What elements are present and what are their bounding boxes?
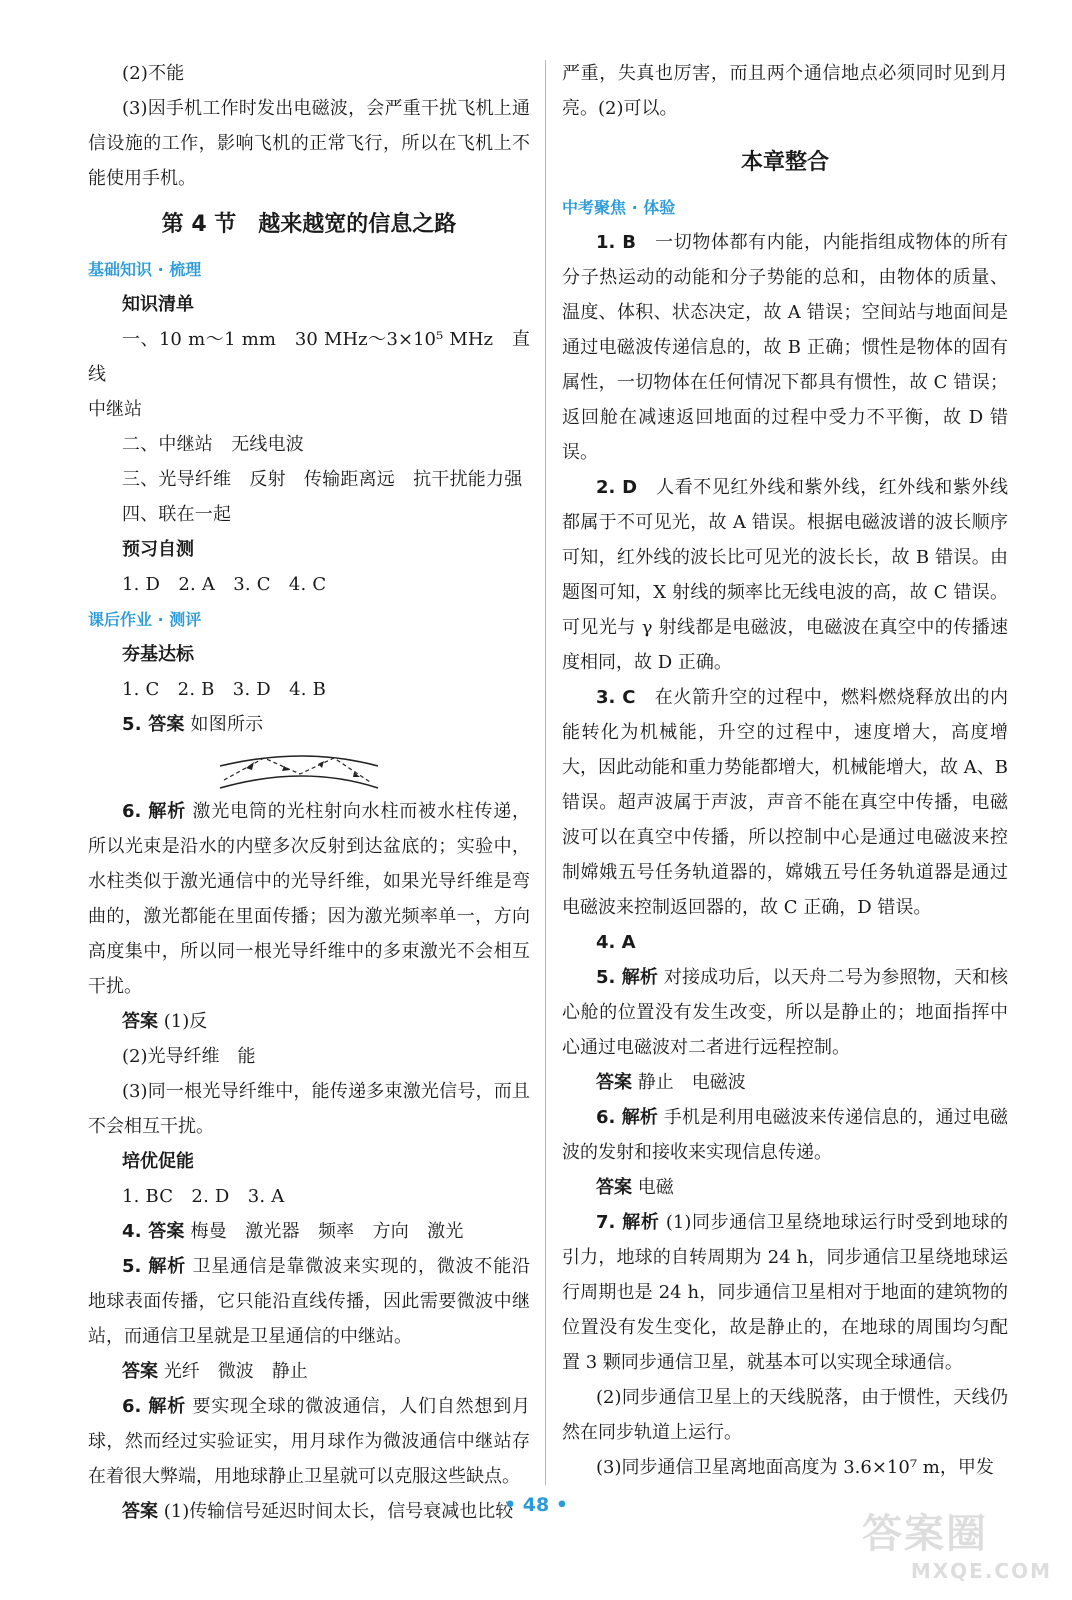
paragraph: 答案 电磁 bbox=[596, 1177, 674, 1198]
paragraph: 严重，失真也厉害，而且两个通信地点必须同时见到月亮。(2)可以。 bbox=[562, 63, 1008, 119]
answer-label: 6. 解析 bbox=[122, 801, 187, 822]
paragraph: 一、10 m～1 mm 30 MHz～3×10⁵ MHz 直线 bbox=[88, 329, 530, 385]
answer-label: 6. 解析 bbox=[596, 1107, 658, 1128]
fiber-upper-wall bbox=[220, 756, 378, 766]
answer-line: 5. 答案 如图所示 bbox=[122, 714, 264, 735]
subheading-knowledge-list: 知识清单 bbox=[122, 294, 194, 315]
paragraph: 答案 光纤 微波 静止 bbox=[122, 1361, 308, 1382]
answer-line: 4. 答案 梅曼 激光器 频率 方向 激光 bbox=[122, 1221, 464, 1242]
light-ray-path bbox=[224, 758, 370, 782]
paragraph: 答案 (1)传输信号延迟时间太长，信号衰减也比较 bbox=[122, 1501, 514, 1522]
watermark-text: 答案圈 bbox=[862, 1511, 988, 1557]
section-tag-exam-focus: 中考聚焦 · 体验 bbox=[562, 198, 676, 217]
subheading-advanced: 培优促能 bbox=[122, 1151, 194, 1172]
arrow-icon bbox=[318, 761, 324, 768]
answer-label: 2. D bbox=[596, 477, 638, 498]
answer-label: 答案 bbox=[596, 1072, 632, 1093]
left-column bbox=[88, 56, 530, 1529]
paragraph: 3. C 在火箭升空的过程中，燃料燃烧释放出的内能转化为机械能，升空的过程中，速度增大，高度增大，因此动能和重力势能都增大，机械能增大，故 A、B 错误。超声波属于声波，声音不能在真空中传播，电磁波可以在真空中传播，所以控制中心是通过电磁波来控制嫦娥五号任务轨道器的，嫦娥五号任务轨道器是通过电磁波来控制返回器的，故 C 正确，D 错误。 bbox=[562, 687, 1008, 918]
fiber-lower-wall bbox=[220, 776, 378, 788]
paragraph: 答案 静止 电磁波 bbox=[596, 1072, 746, 1093]
text-line: 二、中继站 无线电波 bbox=[122, 434, 304, 455]
answer-label: 6. 解析 bbox=[122, 1396, 187, 1417]
paragraph: (2)光导纤维 能 bbox=[122, 1046, 256, 1067]
answer-label: 答案 bbox=[596, 1177, 632, 1198]
answer-label: 5. 解析 bbox=[122, 1256, 187, 1277]
page-number: • 48 • bbox=[504, 1494, 568, 1516]
paragraph: 6. 解析 手机是利用电磁波来传递信息的，通过电磁波的发射和接收来实现信息传递。 bbox=[562, 1107, 1008, 1163]
paragraph: 1. B 一切物体都有内能，内能指组成物体的所有分子热运动的动能和分子势能的总和，由物体的质量、温度、体积、状态决定，故 A 错误；空间站与地面间是通过电磁波传递信息的，故 B 正确；惯性是物体的固有属性，一切物体在任何情况下都具有惯性，故 C 错误；返回舱在减速返回地面的过程中受力不平衡，故 D 错误。 bbox=[562, 232, 1008, 463]
watermark-url: MXQE.COM bbox=[910, 1559, 1052, 1583]
right-column bbox=[562, 56, 1008, 1485]
answer-label: 4. A bbox=[596, 932, 636, 953]
text-line: 四、联在一起 bbox=[122, 504, 232, 525]
optical-fiber-diagram bbox=[214, 744, 386, 792]
answer-label: 7. 解析 bbox=[596, 1212, 660, 1233]
paragraph: (3)因手机工作时发出电磁波，会严重干扰飞机上通信设施的工作，影响飞机的正常飞行，所以在飞机上不能使用手机。 bbox=[88, 98, 530, 189]
paragraph: 中继站 bbox=[88, 399, 142, 420]
paragraph: (3)同步通信卫星离地面高度为 3.6×10⁷ m，甲发 bbox=[596, 1457, 994, 1478]
paragraph: (2)同步通信卫星上的天线脱落，由于惯性，天线仍然在同步轨道上运行。 bbox=[562, 1387, 1008, 1443]
paragraph: 5. 解析 卫星通信是靠微波来实现的，微波不能沿地球表面传播，它只能沿直线传播，因此需要微波中继站，而通信卫星就是卫星通信的中继站。 bbox=[88, 1256, 530, 1347]
answer-line: 1. C 2. B 3. D 4. B bbox=[122, 679, 327, 700]
arrow-icon bbox=[246, 762, 254, 770]
text-line: 三、光导纤维 反射 传输距离远 抗干扰能力强 bbox=[122, 469, 523, 490]
chapter-summary-title: 本章整合 bbox=[740, 150, 829, 175]
answer-line: 1. BC 2. D 3. A bbox=[122, 1186, 285, 1207]
section-title: 第 4 节 越来越宽的信息之路 bbox=[161, 212, 457, 237]
answer-label: 5. 解析 bbox=[596, 967, 658, 988]
watermark-logo bbox=[862, 1502, 1052, 1588]
paragraph: 2. D 人看不见红外线和紫外线，红外线和紫外线都属于不可见光，故 A 错误。根据电磁波谱的波长顺序可知，红外线的波长比可见光的波长长，故 B 错误。由题图可知，X 射线的频率比无线电波的高，故 C 错误。可见光与 γ 射线都是电磁波，电磁波在真空中的传播速度相同，故 D 正确。 bbox=[562, 477, 1009, 673]
paragraph bbox=[562, 925, 1008, 960]
answer-label: 答案 bbox=[122, 1501, 158, 1522]
paragraph: 答案 (1)反 bbox=[122, 1011, 208, 1032]
paragraph: (3)同一根光导纤维中，能传递多束激光信号，而且不会相互干扰。 bbox=[88, 1081, 530, 1137]
paragraph: 5. 解析 对接成功后，以天舟二号为参照物，天和核心舱的位置没有发生改变，所以是静止的；地面指挥中心通过电磁波对二者进行远程控制。 bbox=[562, 967, 1008, 1058]
text-line: (2)不能 bbox=[122, 63, 185, 84]
answer-label: 答案 bbox=[122, 1011, 158, 1032]
subheading-preview-test: 预习自测 bbox=[122, 539, 194, 560]
answer-label: 4. 答案 bbox=[122, 1221, 185, 1242]
answer-label: 答案 bbox=[122, 1361, 158, 1382]
paragraph: 6. 解析 激光电筒的光柱射向水柱而被水柱传递，所以光束是沿水的内壁多次反射到达盆底的；实验中，水柱类似于激光通信中的光导纤维，如果光导纤维是弯曲的，激光都能在里面传播；因为激光频率单一，方向高度集中，所以同一根光导纤维中的多束激光不会相互干扰。 bbox=[88, 801, 530, 997]
section-tag-basics: 基础知识 · 梳理 bbox=[88, 260, 202, 279]
answer-label: 5. 答案 bbox=[122, 714, 185, 735]
paragraph: 6. 解析 要实现全球的微波通信，人们自然想到月球，然而经过实验证实，用月球作为微波通信中继站存在着很大弊端，用地球静止卫星就可以克服这些缺点。 bbox=[88, 1396, 530, 1487]
section-tag-homework: 课后作业 · 测评 bbox=[88, 610, 202, 629]
paragraph: 7. 解析 (1)同步通信卫星绕地球运行时受到地球的引力，地球的自转周期为 24 h，同步通信卫星绕地球运行周期也是 24 h，同步通信卫星相对于地面的建筑物的位置没有发生变化，故是静止的，在地球的周围均匀配置 3 颗同步通信卫星，就基本可以实现全球通信。 bbox=[562, 1212, 1008, 1373]
answer-label: 3. C bbox=[596, 687, 636, 708]
column-divider bbox=[545, 60, 546, 1485]
subheading-foundation: 夯基达标 bbox=[122, 644, 194, 665]
answer-label: 1. B bbox=[596, 232, 636, 253]
answer-line: 1. D 2. A 3. C 4. C bbox=[122, 574, 327, 595]
